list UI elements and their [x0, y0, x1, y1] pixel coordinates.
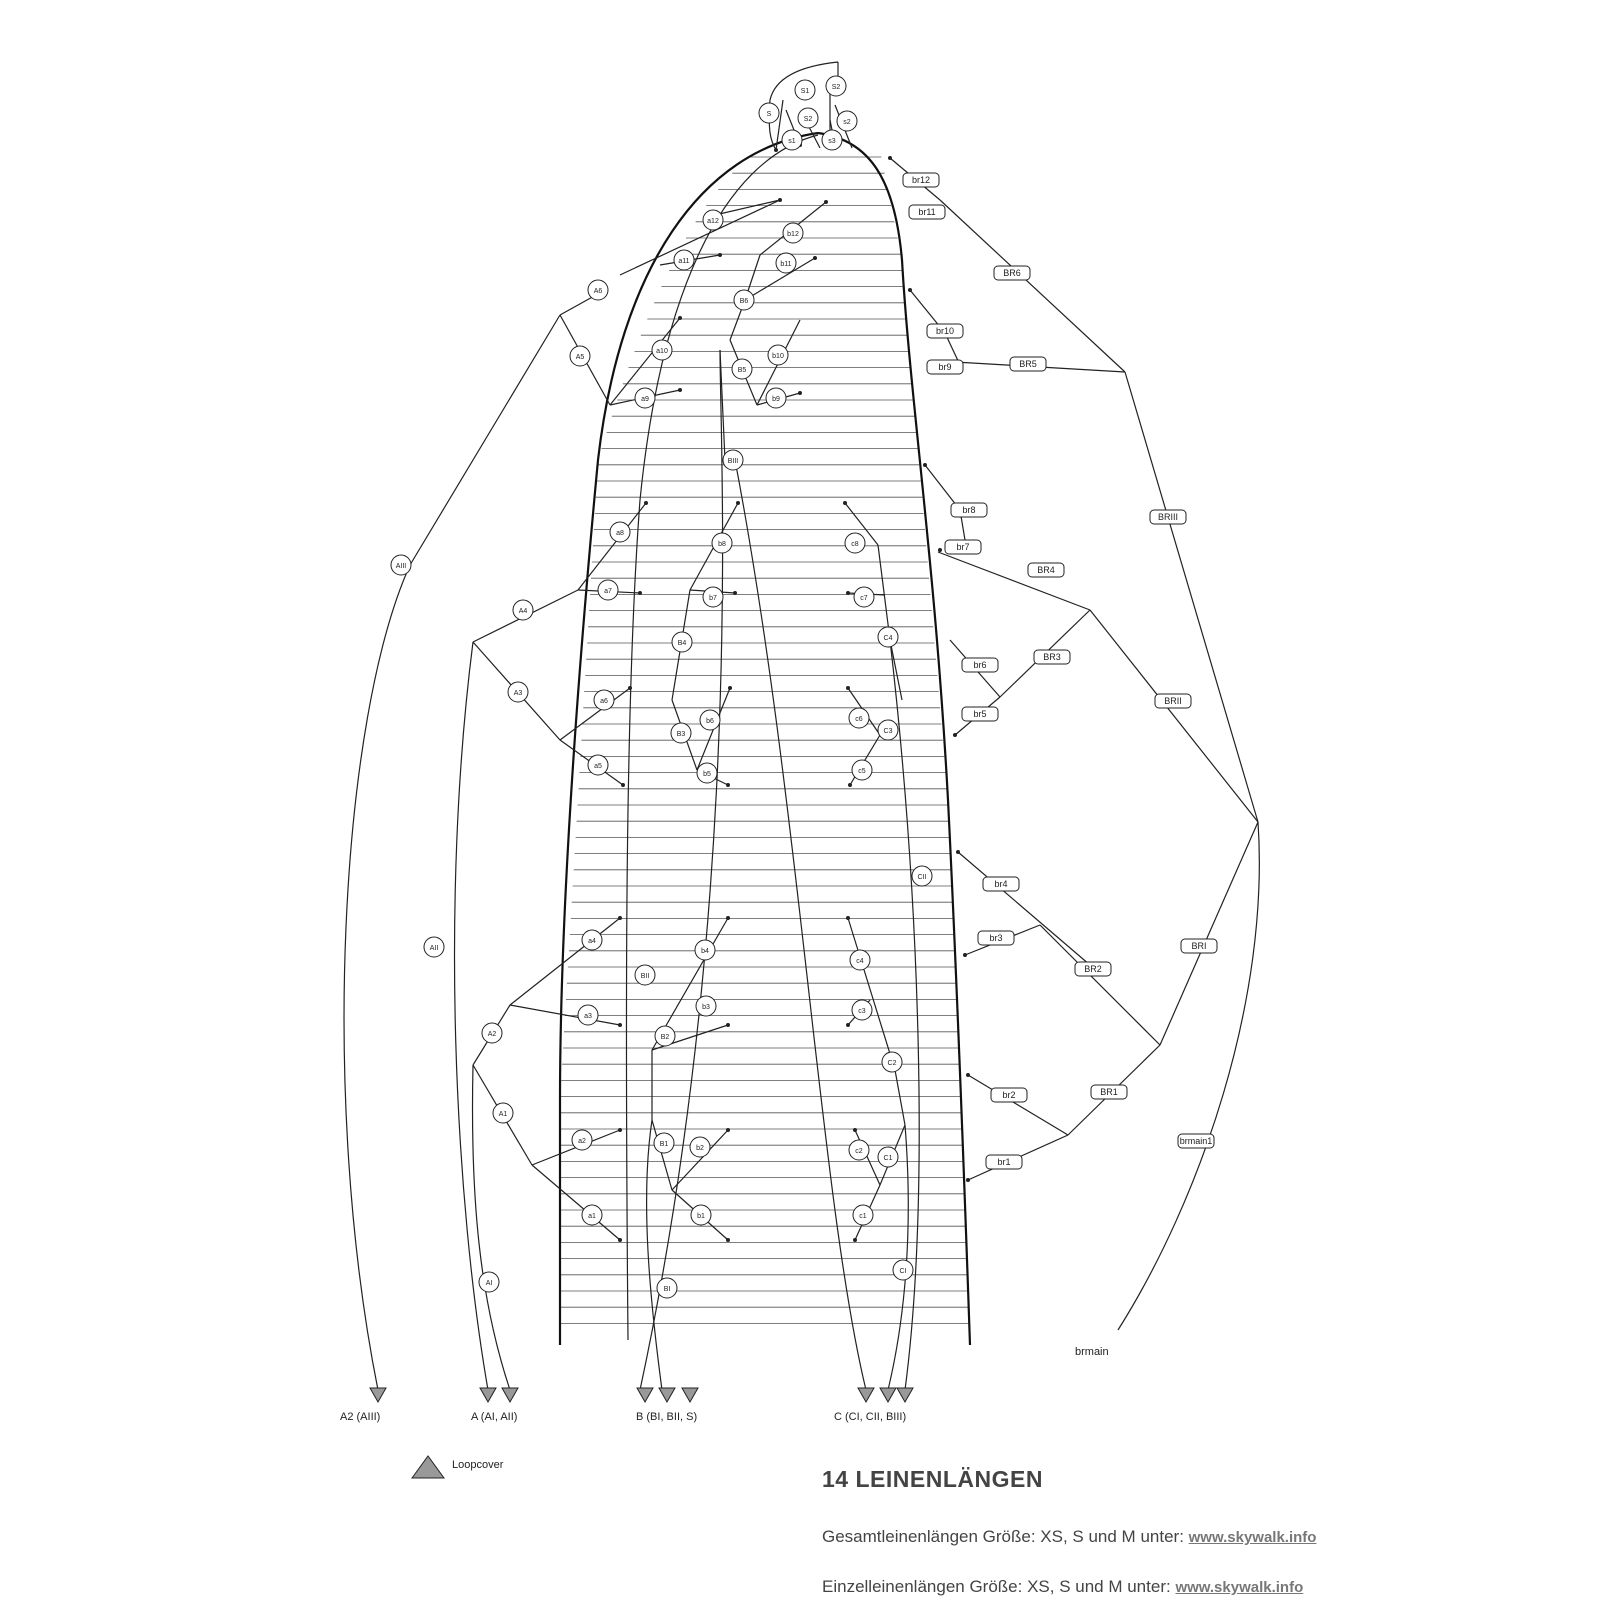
line-node [1028, 563, 1064, 577]
attachment-point [848, 783, 852, 787]
line-node [853, 1205, 873, 1225]
line-segment [958, 852, 1090, 965]
line-node-label: br2 [1002, 1090, 1016, 1100]
line-node [582, 1205, 602, 1225]
line-node-label: c6 [855, 716, 863, 723]
line-node-label: a8 [616, 530, 624, 537]
attachment-point [728, 686, 732, 690]
line-node [479, 1272, 499, 1292]
line-node [912, 866, 932, 886]
line-cascades [344, 88, 1259, 1390]
line-node-label: BRI [1191, 941, 1207, 951]
line-node [994, 266, 1030, 280]
line-node-label: C4 [883, 635, 893, 642]
attachment-point [726, 1128, 730, 1132]
attachment-point [938, 548, 942, 552]
line-node-label: br12 [911, 175, 931, 185]
line-node-label: a4 [588, 938, 596, 945]
riser-arrow [659, 1388, 675, 1402]
line-node [570, 346, 590, 366]
main-line [735, 460, 866, 1390]
line-node-label: b6 [706, 718, 714, 725]
line-node [635, 965, 655, 985]
attachment-point [618, 1238, 622, 1242]
line-node-label: AIII [395, 563, 407, 570]
line-node [691, 1205, 711, 1225]
line-labels [391, 76, 1217, 1298]
line-node-label: b10 [772, 353, 784, 360]
line-node-label: a11 [678, 258, 690, 265]
total-lengths-info [822, 1527, 1316, 1547]
line-node [978, 931, 1014, 945]
line-segment [410, 315, 560, 565]
line-node [610, 522, 630, 542]
attachment-point [726, 916, 730, 920]
riser-arrow [502, 1388, 518, 1402]
attachment-point [923, 463, 927, 467]
line-node-label: AII [429, 945, 439, 952]
riser-label-a2: A2 (AIII) [340, 1411, 381, 1423]
line-node [1034, 650, 1070, 664]
line-node-label: a2 [578, 1138, 586, 1145]
line-node-label: S2 [831, 84, 841, 91]
attachment-point [846, 686, 850, 690]
line-node-label: BR5 [1019, 359, 1037, 369]
line-node [983, 877, 1019, 891]
line-node [734, 290, 754, 310]
line-node-label: B4 [677, 640, 687, 647]
line-node-label: AI [485, 1280, 493, 1287]
line-node-label: br10 [935, 326, 955, 336]
riser-label-b: B (BI, BII, S) [636, 1411, 698, 1423]
line-node [655, 1026, 675, 1046]
line-segment [510, 918, 620, 1005]
attachment-point [726, 1238, 730, 1242]
line-node [759, 103, 779, 123]
line-node [697, 763, 717, 783]
line-node-label: a7 [604, 588, 612, 595]
line-node-label: C2 [887, 1060, 897, 1067]
line-node [712, 533, 732, 553]
line-node [845, 533, 865, 553]
line-node [822, 130, 842, 150]
line-node-label: br5 [973, 709, 987, 719]
attachment-point [618, 1128, 622, 1132]
line-node [1075, 962, 1111, 976]
attachment-point [644, 501, 648, 505]
line-segment [968, 1075, 1068, 1135]
riser-arrows [370, 1388, 913, 1402]
attachment-point [846, 916, 850, 920]
line-node-label: b3 [702, 1004, 710, 1011]
line-node [1178, 1134, 1214, 1148]
line-segment [1125, 372, 1258, 822]
line-node [598, 580, 618, 600]
line-node [962, 658, 998, 672]
line-node [588, 755, 608, 775]
attachment-point [618, 1023, 622, 1027]
line-node-label: BR4 [1037, 565, 1055, 575]
attachment-point [678, 388, 682, 392]
line-segment [510, 1005, 620, 1025]
line-segment [940, 200, 1125, 372]
line-node [508, 682, 528, 702]
line-node-label: b4 [701, 948, 709, 955]
line-node-label: A5 [575, 354, 585, 361]
attachment-point [853, 1128, 857, 1132]
riser-arrow [637, 1388, 653, 1402]
line-segment [652, 1120, 672, 1190]
line-node [674, 250, 694, 270]
line-node-label: c2 [855, 1148, 863, 1155]
attachment-point [774, 148, 778, 152]
line-segment [1040, 925, 1160, 1045]
line-node-label: S1 [800, 88, 810, 95]
main-line [344, 565, 410, 1390]
line-node-label: BII [640, 973, 650, 980]
line-segment [895, 1070, 905, 1125]
line-node-label: br1 [997, 1157, 1011, 1167]
line-node [768, 345, 788, 365]
line-segment [938, 552, 1090, 610]
line-node-label: c5 [858, 768, 866, 775]
line-node-label: a6 [600, 698, 608, 705]
line-node [849, 1140, 869, 1160]
attachment-point [678, 316, 682, 320]
line-node [695, 940, 715, 960]
line-node-label: brmain1 [1179, 1136, 1213, 1146]
line-node-label: C1 [883, 1155, 893, 1162]
line-node-label: CII [917, 874, 927, 881]
line-node [798, 108, 818, 128]
line-node-label: a1 [588, 1213, 596, 1220]
riser-arrow [858, 1388, 874, 1402]
line-node [578, 1005, 598, 1025]
main-line [1118, 822, 1259, 1330]
line-segment [808, 125, 820, 148]
line-segment [532, 1165, 620, 1240]
riser-arrow [480, 1388, 496, 1402]
line-node-label: A2 [487, 1031, 497, 1038]
attachment-point [733, 591, 737, 595]
line-node [588, 280, 608, 300]
attachment-point [813, 256, 817, 260]
line-node-label: A3 [513, 690, 523, 697]
line-node [582, 930, 602, 950]
line-node-label: b8 [718, 541, 726, 548]
line-node-label: B3 [676, 731, 686, 738]
line-node [657, 1278, 677, 1298]
line-node [893, 1260, 913, 1280]
attachment-point [843, 501, 847, 505]
line-node-label: c8 [851, 541, 859, 548]
line-node-label: a3 [584, 1013, 592, 1020]
line-node [652, 340, 672, 360]
line-node [782, 130, 802, 150]
line-node-label: BIII [727, 458, 739, 465]
line-node [1091, 1085, 1127, 1099]
line-node-label: S [766, 111, 772, 118]
line-node-label: br6 [973, 660, 987, 670]
line-node [850, 950, 870, 970]
line-node [927, 360, 963, 374]
loopcover-label: Loopcover [452, 1459, 504, 1471]
attachment-point [853, 1238, 857, 1242]
line-node [700, 710, 720, 730]
line-node [723, 450, 743, 470]
line-node-label: a9 [641, 396, 649, 403]
line-node-label: br11 [918, 207, 936, 217]
line-node [703, 587, 723, 607]
line-node [1150, 510, 1186, 524]
line-node-label: b5 [703, 771, 711, 778]
line-node [878, 1147, 898, 1167]
line-node [927, 324, 963, 338]
attachment-point [963, 953, 967, 957]
line-node-label: CI [899, 1268, 907, 1275]
line-node [671, 723, 691, 743]
line-node-label: br3 [989, 933, 1003, 943]
line-node [945, 540, 981, 554]
attachment-point [798, 391, 802, 395]
riser-arrow [682, 1388, 698, 1402]
total-lengths-link[interactable]: www.skywalk.info [1188, 1529, 1317, 1546]
line-node-label: br9 [938, 362, 952, 372]
line-node [1181, 939, 1217, 953]
attachment-point [618, 916, 622, 920]
single-lengths-info [822, 1577, 1303, 1597]
riser-label-c: C (CI, CII, BIII) [834, 1411, 907, 1423]
line-node-label: b2 [696, 1145, 704, 1152]
line-node [1010, 357, 1046, 371]
line-node-label: A1 [498, 1111, 508, 1118]
attachment-point [726, 1023, 730, 1027]
line-node-label: b7 [709, 595, 717, 602]
attachment-point [621, 783, 625, 787]
line-node-label: b11 [780, 261, 792, 268]
line-node-label: BR1 [1100, 1087, 1118, 1097]
line-node [672, 632, 692, 652]
attachment-point [638, 591, 642, 595]
line-node-label: c4 [856, 958, 864, 965]
line-node [635, 388, 655, 408]
line-node-label: BRIII [1157, 512, 1179, 522]
line-node-label: a10 [656, 348, 668, 355]
line-segment [878, 545, 890, 640]
line-node-label: BR6 [1003, 268, 1021, 278]
line-node-label: BR2 [1084, 964, 1102, 974]
attachment-point [628, 686, 632, 690]
line-node [572, 1130, 592, 1150]
single-lengths-text: Einzelleinenlängen Größe: XS, S und M unter: [822, 1577, 1176, 1596]
line-node [991, 1088, 1027, 1102]
riser-label-a: A (AI, AII) [471, 1411, 518, 1423]
line-segment [620, 200, 780, 275]
line-node-label: BRII [1164, 696, 1182, 706]
line-segment [1090, 610, 1258, 822]
line-node-label: s3 [828, 138, 836, 145]
attachment-point [888, 156, 892, 160]
attachment-point [726, 783, 730, 787]
attachment-point [953, 733, 957, 737]
brmain-label: brmain [1075, 1346, 1109, 1358]
line-node [903, 173, 939, 187]
line-node-label: s2 [843, 119, 851, 126]
line-node-label: b9 [772, 396, 780, 403]
line-node-label: br4 [994, 879, 1008, 889]
attachment-point [846, 591, 850, 595]
line-node [594, 690, 614, 710]
line-node-label: BI [663, 1286, 671, 1293]
line-node-label: BR3 [1043, 652, 1061, 662]
line-node-label: B2 [660, 1034, 670, 1041]
line-node-label: c1 [859, 1213, 867, 1220]
line-node-label: a5 [594, 763, 602, 770]
riser-arrow [370, 1388, 386, 1402]
attachment-point [956, 850, 960, 854]
line-node [391, 555, 411, 575]
line-node [852, 1000, 872, 1020]
line-node [849, 708, 869, 728]
line-node [837, 111, 857, 131]
line-node [962, 707, 998, 721]
line-node [878, 720, 898, 740]
line-node-label: C3 [883, 728, 893, 735]
attachment-point [778, 198, 782, 202]
line-node [696, 996, 716, 1016]
attachment-point [966, 1073, 970, 1077]
loopcover-icon [412, 1456, 444, 1478]
line-node [732, 359, 752, 379]
line-node [482, 1023, 502, 1043]
line-node [854, 587, 874, 607]
line-node [654, 1133, 674, 1153]
attachment-point [718, 253, 722, 257]
line-node-label: A6 [593, 288, 603, 295]
section-title: 14 LEINENLÄNGEN [822, 1466, 1043, 1492]
line-node-label: a12 [707, 218, 719, 225]
line-node [826, 76, 846, 96]
line-node-label: B6 [739, 298, 749, 305]
line-node-label: A4 [518, 608, 528, 615]
line-node-label: c7 [860, 595, 868, 602]
canopy-inner-edge [626, 135, 818, 1340]
attachment-point [966, 1178, 970, 1182]
attachment-point [736, 501, 740, 505]
riser-arrow [880, 1388, 896, 1402]
single-lengths-link[interactable]: www.skywalk.info [1175, 1579, 1304, 1596]
line-node [986, 1155, 1022, 1169]
line-node-label: c3 [858, 1008, 866, 1015]
line-node [909, 205, 945, 219]
line-node-label: b12 [787, 231, 799, 238]
line-node [951, 503, 987, 517]
line-node [513, 600, 533, 620]
line-node [776, 253, 796, 273]
line-node-label: s1 [788, 138, 796, 145]
line-segment [848, 918, 895, 1070]
line-node-label: B1 [659, 1141, 669, 1148]
attachment-point [824, 200, 828, 204]
attachment-point [846, 1023, 850, 1027]
line-node-label: br8 [962, 505, 976, 515]
total-lengths-text: Gesamtleinenlängen Größe: XS, S und M unter: [822, 1527, 1189, 1546]
line-node [766, 388, 786, 408]
line-node [703, 210, 723, 230]
line-node [1155, 694, 1191, 708]
line-node [878, 627, 898, 647]
line-node [690, 1137, 710, 1157]
line-node-label: S2 [803, 116, 813, 123]
line-node [424, 937, 444, 957]
riser-arrow [897, 1388, 913, 1402]
line-node-label: B5 [737, 367, 747, 374]
line-node [783, 223, 803, 243]
line-node [795, 80, 815, 100]
line-node-label: b1 [697, 1213, 705, 1220]
line-node [493, 1103, 513, 1123]
attachment-point [908, 288, 912, 292]
line-node [882, 1052, 902, 1072]
line-node [852, 760, 872, 780]
line-node-label: br7 [956, 542, 970, 552]
